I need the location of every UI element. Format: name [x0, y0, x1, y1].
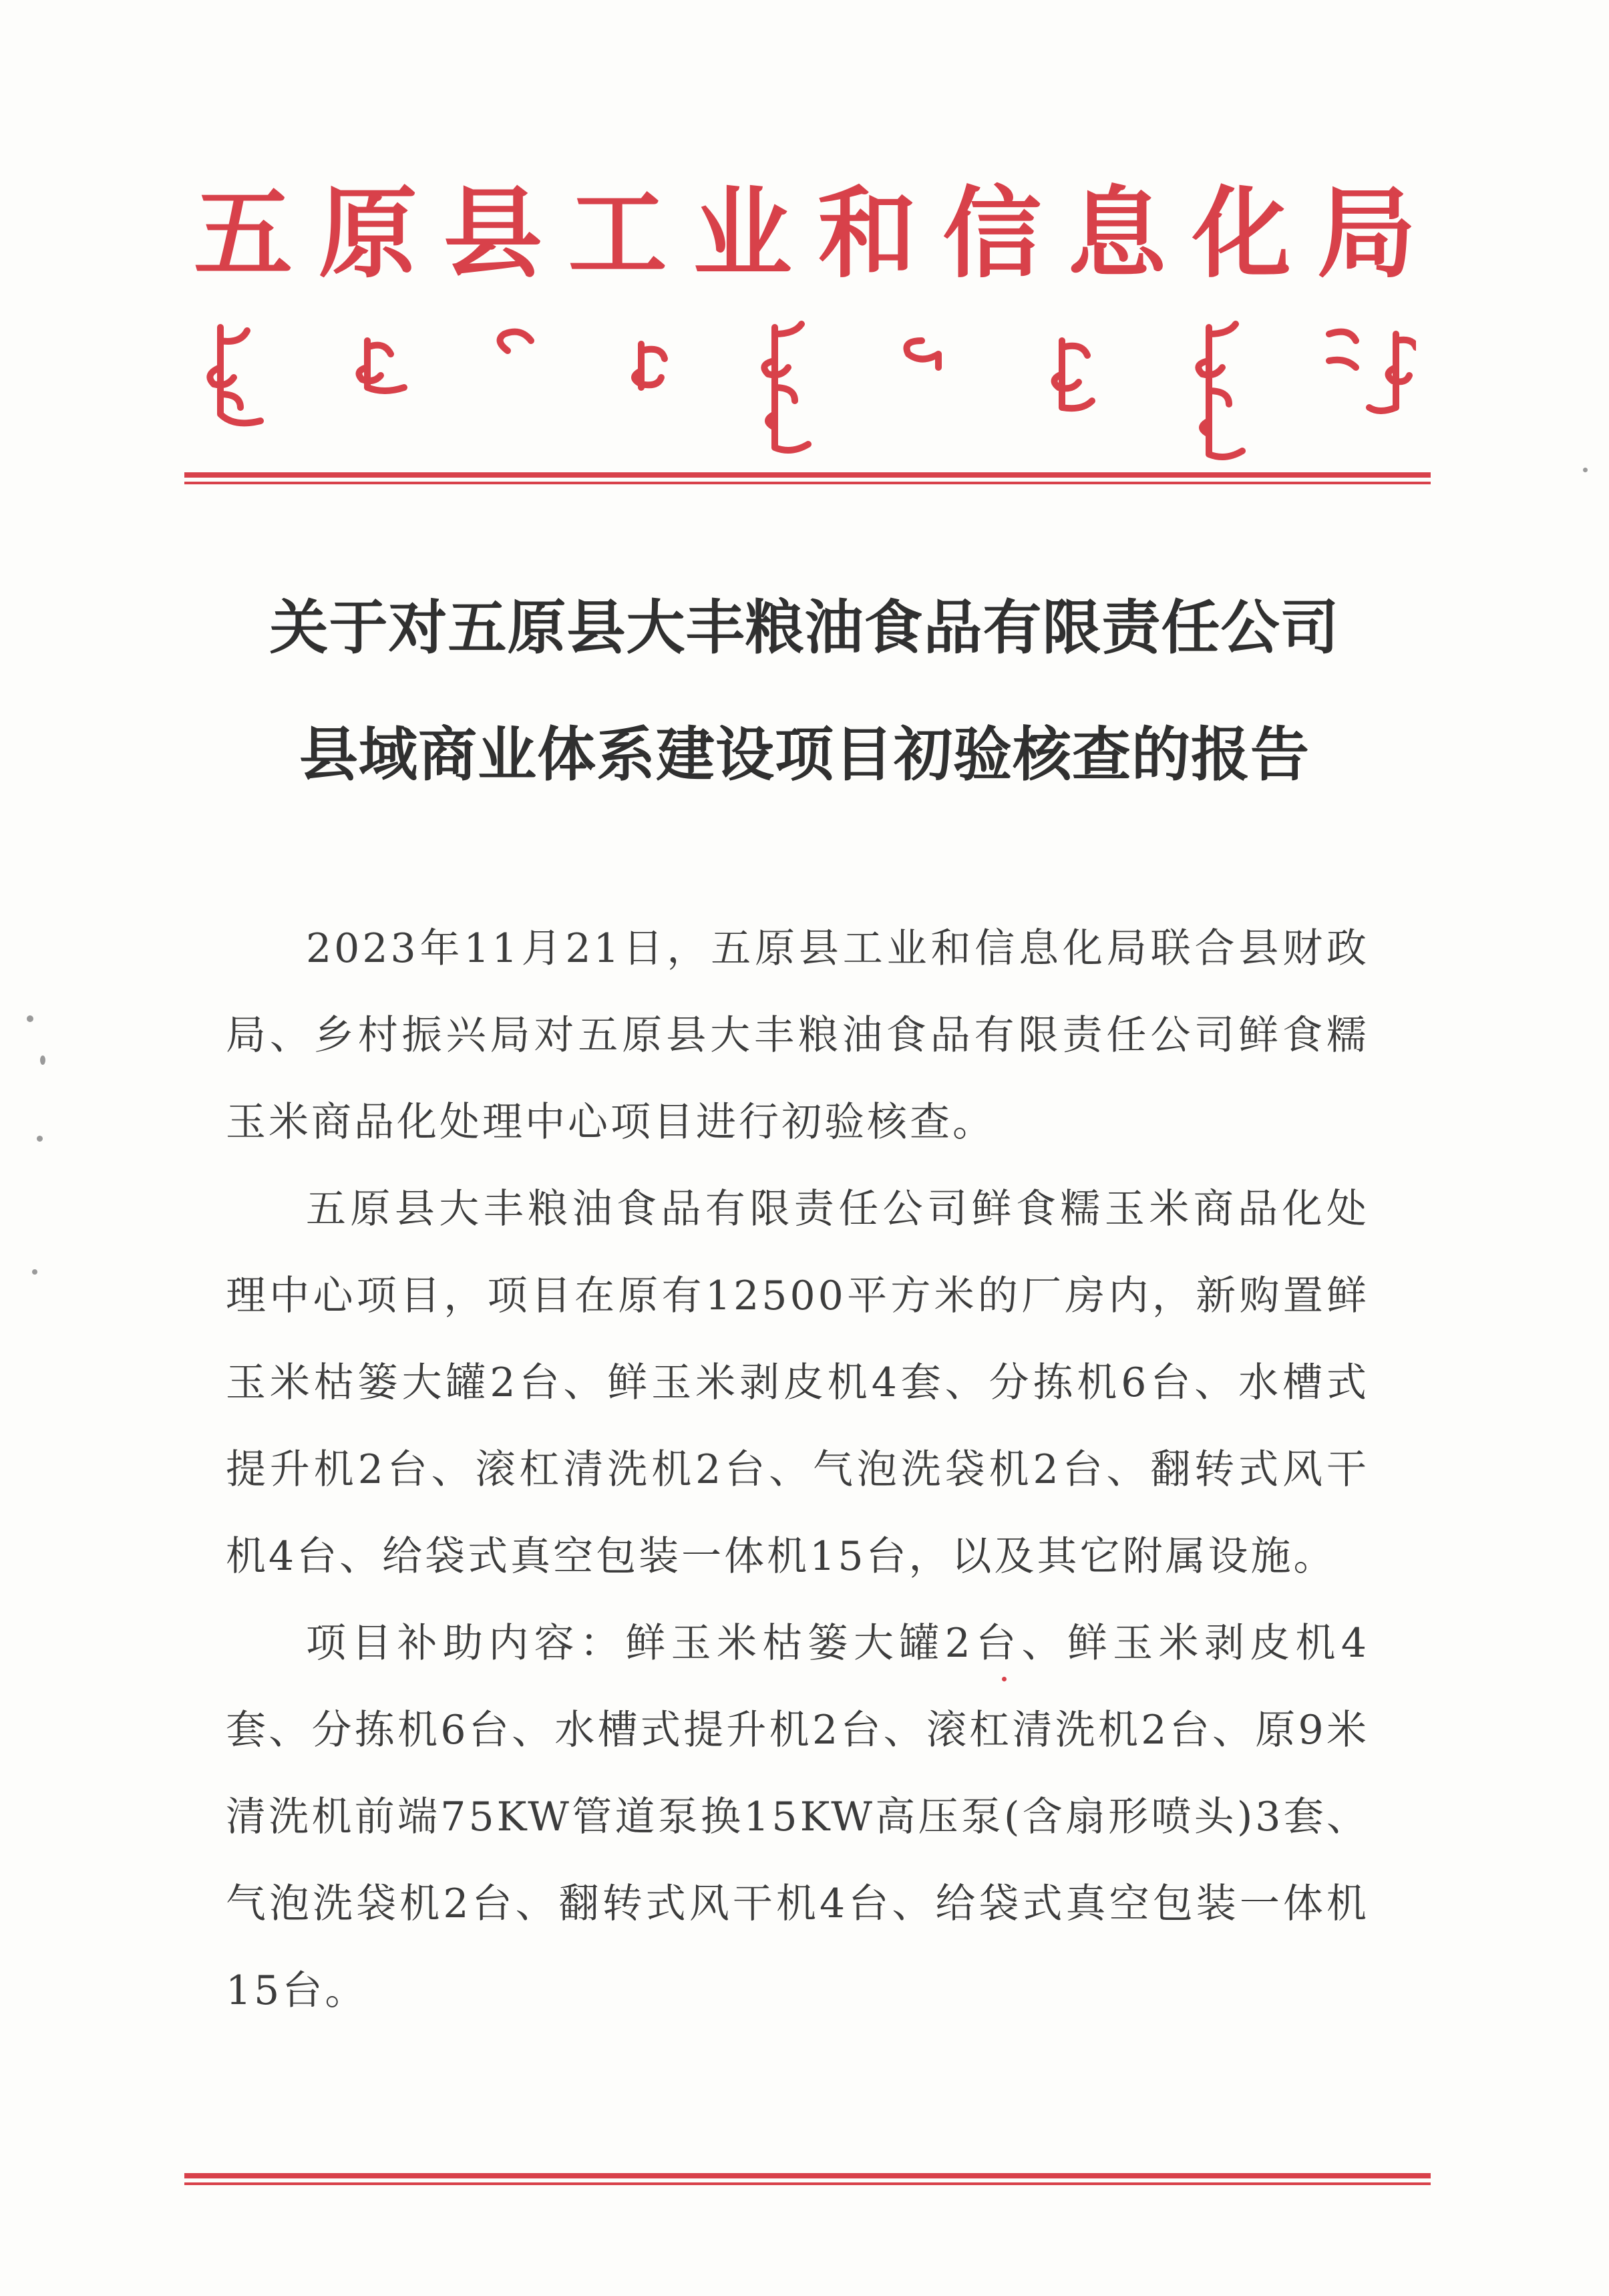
- org-name-char: 原: [318, 176, 417, 291]
- body-paragraph: 五原县大丰粮油食品有限责任公司鲜食糯玉米商品化处理中心项目，项目在原有12500平方米的厂房内，新购置鲜玉米枯篓大罐2台、鲜玉米剥皮机4套、分拣机6台、水槽式提升机2台、滚杠清洗机2台、气泡洗袋机2台、翻转式风干机4台、给袋式真空包装一体机15台，以及其它附属设施。: [226, 1186, 1369, 1580]
- footer-divider-thin: [184, 2182, 1431, 2185]
- org-name-char: 五: [194, 176, 293, 291]
- letterhead-org-name: [194, 176, 1416, 291]
- footer-divider: [184, 2173, 1431, 2189]
- org-name-char: 工: [568, 176, 667, 291]
- scan-speck: [37, 1136, 43, 1142]
- letterhead-mongolian-script: [194, 314, 1416, 461]
- header-divider-thin: [184, 482, 1431, 484]
- org-name-char: 和: [818, 176, 917, 291]
- scan-speck: [1002, 1677, 1007, 1681]
- header-divider: [184, 472, 1431, 488]
- body-paragraph: 项目补助内容：鲜玉米枯篓大罐2台、鲜玉米剥皮机4套、分拣机6台、水槽式提升机2台、滚杠清洗机2台、原9米清洗机前端75KW管道泵换15KW高压泵(含扇形喷头)3套、气泡洗袋机2台、翻转式风干机4台、给袋式真空包装一体机15台。: [226, 1620, 1369, 2014]
- scan-speck: [27, 1015, 33, 1022]
- header-divider-thick: [184, 472, 1431, 478]
- document-title-line-2: 县域商业体系建设项目初验核查的报告: [299, 719, 1310, 789]
- org-name-char: 局: [1316, 176, 1416, 291]
- org-name-char: 县: [443, 176, 542, 291]
- scan-speck: [40, 1055, 45, 1065]
- footer-divider-thick: [184, 2173, 1431, 2178]
- document-title-line-1: 关于对五原县大丰粮油食品有限责任公司: [269, 593, 1340, 662]
- body-paragraph: 2023年11月21日，五原县工业和信息化局联合县财政局、乡村振兴局对五原县大丰粮油食品有限责任公司鲜食糯玉米商品化处理中心项目进行初验核查。: [226, 925, 1369, 1146]
- org-name-char: 化: [1192, 176, 1291, 291]
- scan-speck: [1583, 468, 1588, 472]
- org-name-char: 息: [1067, 176, 1167, 291]
- document-body: [226, 905, 1369, 2034]
- org-name-char: 信: [942, 176, 1042, 291]
- org-name-char: 业: [693, 176, 792, 291]
- scan-speck: [32, 1269, 37, 1275]
